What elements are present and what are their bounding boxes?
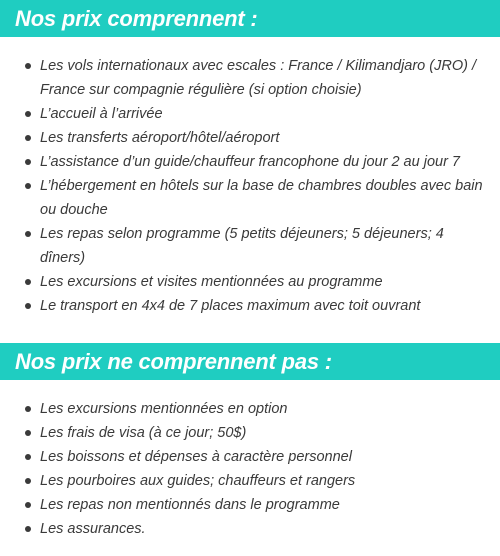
included-item: Les transferts aéroport/hôtel/aéroport	[0, 126, 500, 150]
included-header-bar	[0, 0, 500, 37]
included-list	[0, 37, 500, 318]
included-item: L’assistance d’un guide/chauffeur francophone du jour 2 au jour 7	[0, 150, 500, 174]
excluded-item: Les excursions mentionnées en option	[0, 397, 500, 421]
excluded-list	[0, 380, 500, 541]
excluded-header-bar	[0, 343, 500, 380]
excluded-item: Les pourboires aux guides; chauffeurs et rangers	[0, 469, 500, 493]
included-item: Les excursions et visites mentionnées au programme	[0, 270, 500, 294]
excluded-item: Les repas non mentionnés dans le programme	[0, 493, 500, 517]
included-item: L’accueil à l’arrivée	[0, 102, 500, 126]
included-title: Nos prix comprennent :	[15, 5, 258, 31]
included-item: Les repas selon programme (5 petits déjeuners; 5 déjeuners; 4 dîners)	[0, 222, 500, 270]
excluded-section	[0, 343, 500, 541]
excluded-item: Les boissons et dépenses à caractère personnel	[0, 445, 500, 469]
excluded-item: Les frais de visa (à ce jour; 50$)	[0, 421, 500, 445]
excluded-title: Nos prix ne comprennent pas :	[15, 348, 332, 374]
included-item: Le transport en 4x4 de 7 places maximum avec toit ouvrant	[0, 294, 500, 318]
excluded-item: Les assurances.	[0, 517, 500, 541]
included-item: Les vols internationaux avec escales : France / Kilimandjaro (JRO) / France sur compagnie régulière (si option choisie)	[0, 54, 500, 102]
included-item: L’hébergement en hôtels sur la base de chambres doubles avec bain ou douche	[0, 174, 500, 222]
